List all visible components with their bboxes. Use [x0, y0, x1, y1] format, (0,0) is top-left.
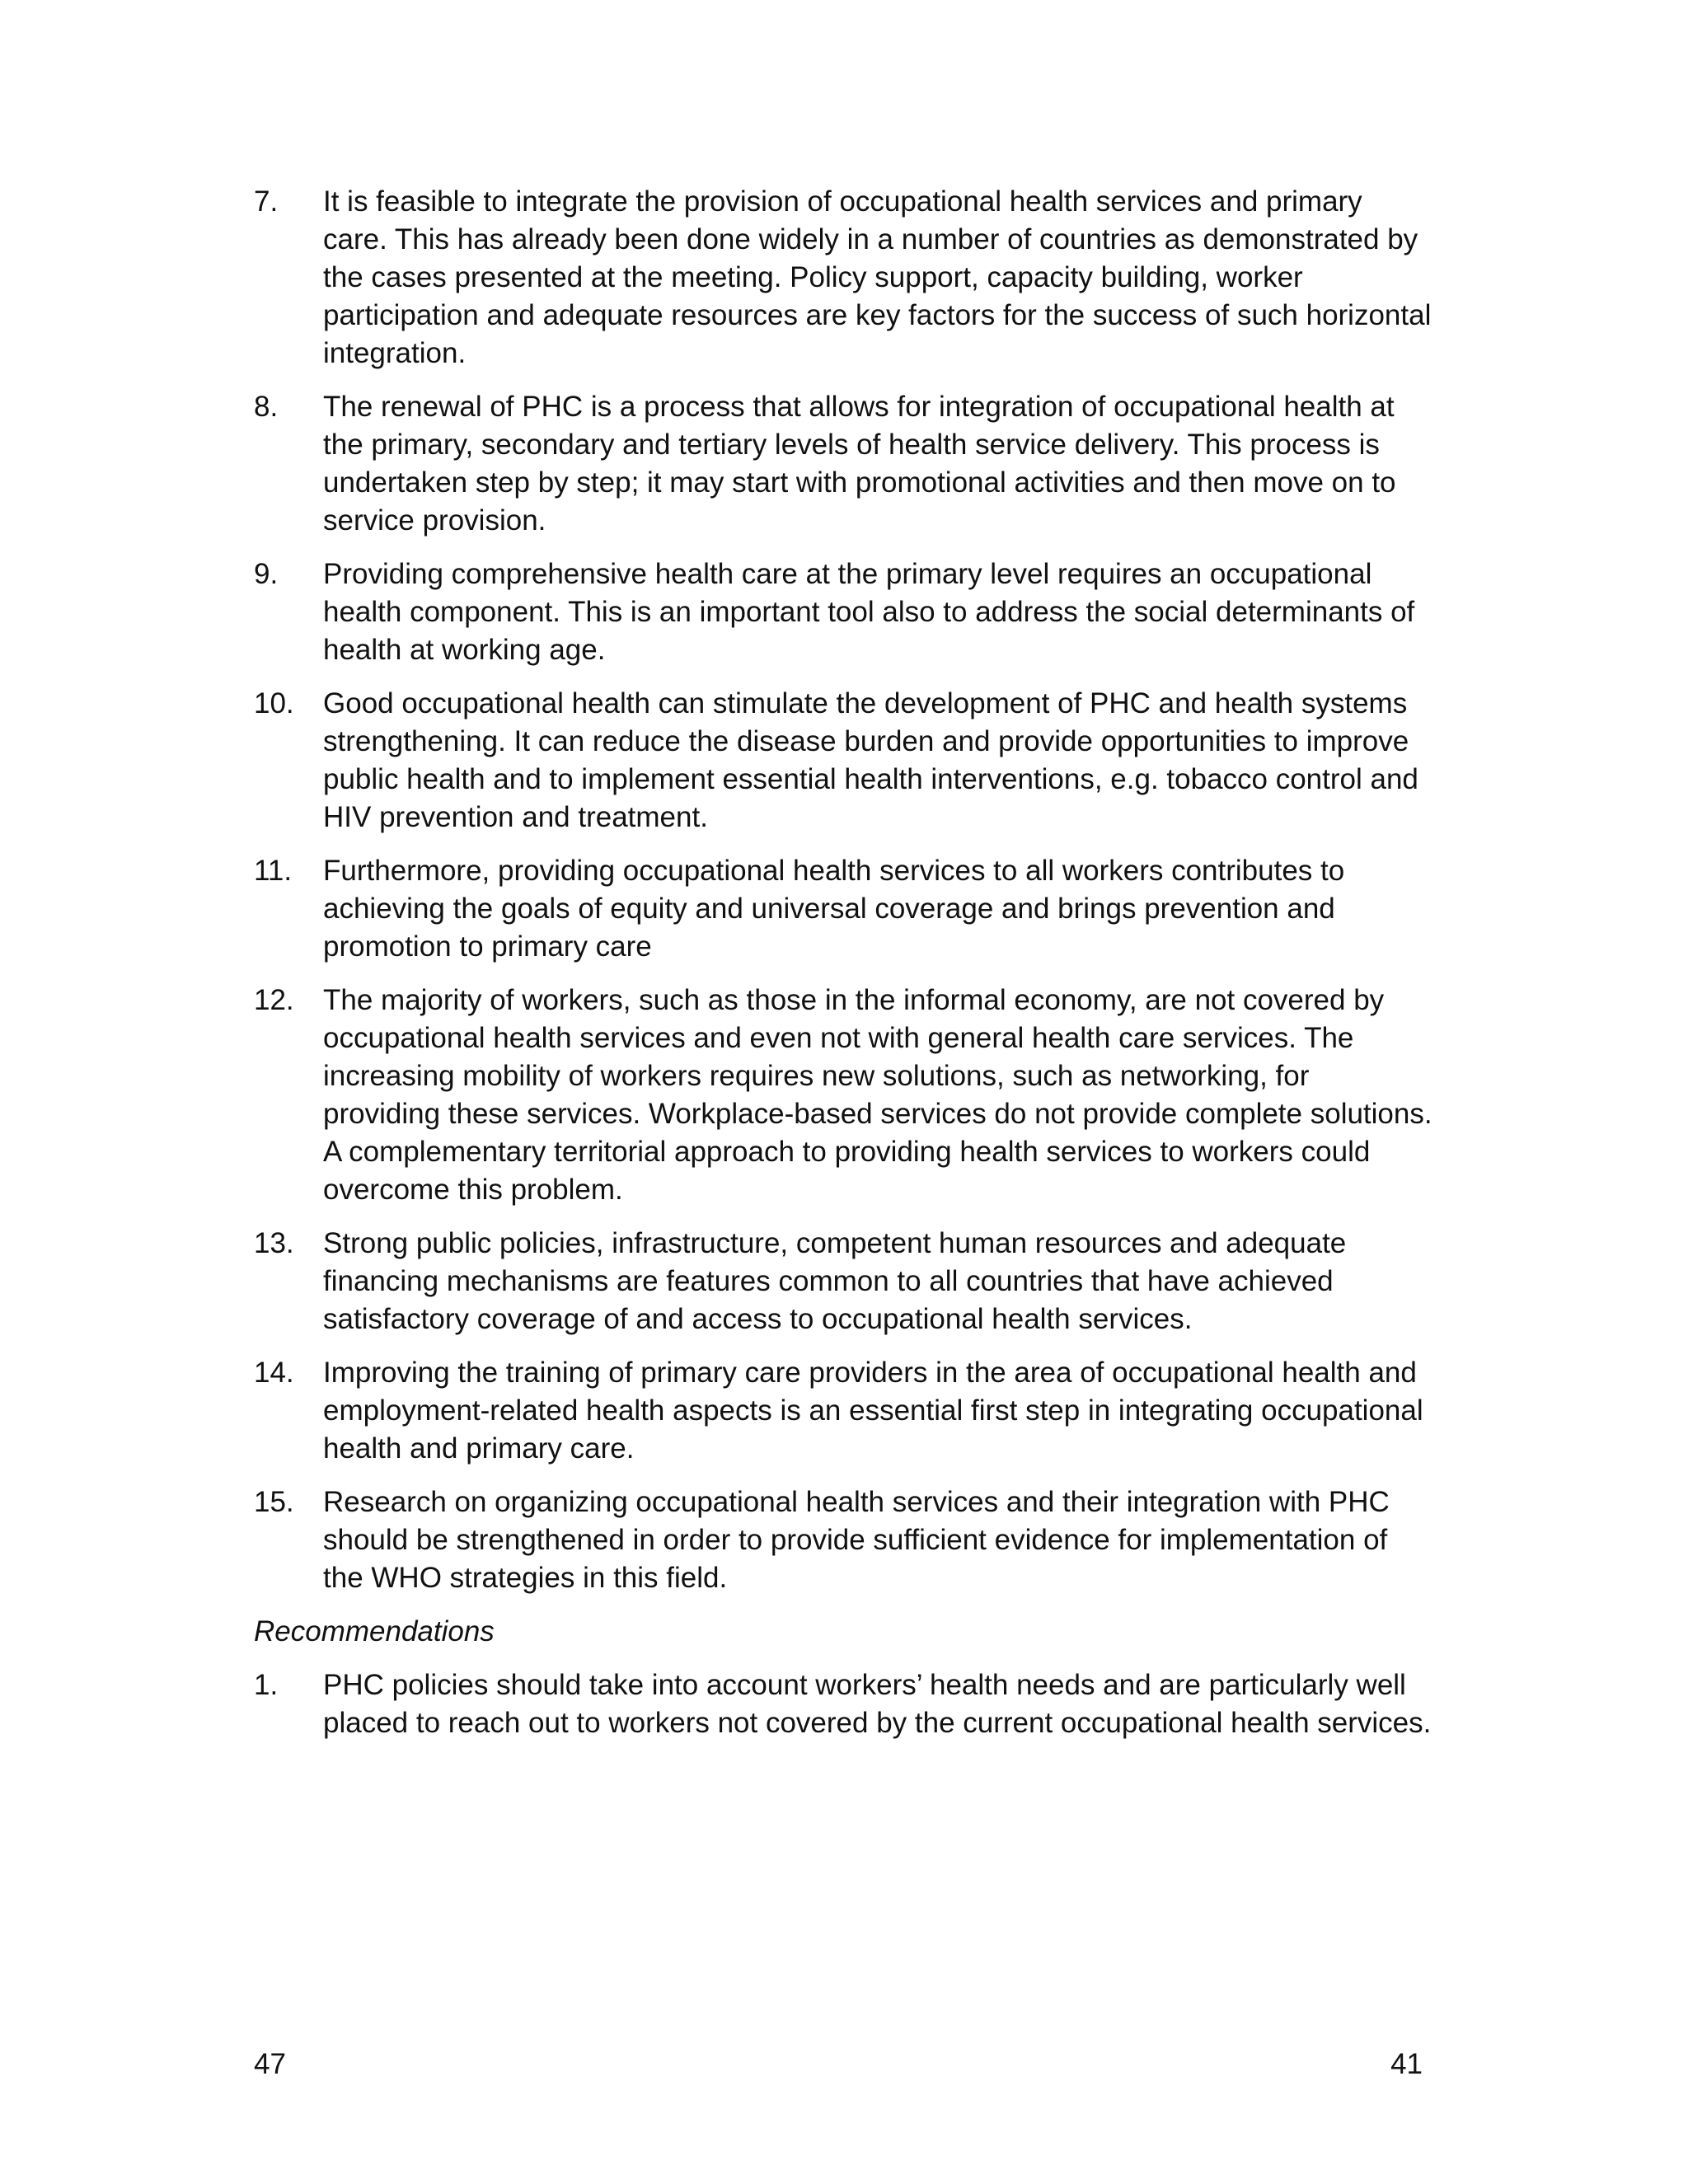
item-text: PHC policies should take into account workers’ health needs and are particularly well placed to reach out to workers not covered by the current occupational health services.	[323, 1669, 1432, 1739]
list-item	[254, 183, 1432, 373]
item-text: Good occupational health can stimulate the development of PHC and health systems strengthening. It can reduce the disease burden and provide opportunities to improve public health and to implement essential health interventions, e.g. tobacco control and HIV prevention and treatment.	[323, 687, 1418, 833]
item-text: Furthermore, providing occupational health services to all workers contributes to achieving the goals of equity and universal coverage and brings prevention and promotion to primary care	[323, 855, 1345, 963]
item-number: 10.	[254, 687, 294, 719]
item-number: 8.	[254, 391, 279, 423]
item-number: 11.	[254, 855, 293, 887]
item-text: The renewal of PHC is a process that allows for integration of occupational health at the primary, secondary and tertiary levels of health service delivery. This process is undertaken step by step; it may start with promotional activities and then move on to service provision.	[323, 391, 1396, 537]
recommendations-list	[254, 1666, 1432, 1742]
section-heading-recommendations: Recommendations	[254, 1615, 495, 1647]
item-number: 9.	[254, 558, 279, 590]
item-text: The majority of workers, such as those in the informal economy, are not covered by occupational health services and even not with general health care services. The increasing mobility of workers requires new solutions, such as networking, for providing these services. Workplace-based services do not provide complete solutions. A complementary territorial approach to providing health services to workers could overcome this problem.	[323, 984, 1432, 1206]
page-number-right: 41	[1390, 2048, 1423, 2080]
item-text: Improving the training of primary care providers in the area of occupational health and employment-related health aspects is an essential first step in integrating occupational health and primary care.	[323, 1357, 1423, 1465]
item-number: 7.	[254, 185, 279, 218]
item-text: Research on organizing occupational health services and their integration with PHC should be strengthened in order to provide sufficient evidence for implementation of the WHO strategies in this field.	[323, 1486, 1390, 1594]
list-item	[254, 555, 1432, 669]
list-item	[254, 685, 1432, 837]
page-content	[254, 183, 1432, 1758]
item-number: 13.	[254, 1227, 294, 1259]
item-number: 12.	[254, 984, 294, 1016]
list-item	[254, 388, 1432, 540]
item-number: 15.	[254, 1486, 294, 1518]
item-text: Strong public policies, infrastructure, competent human resources and adequate financing mechanisms are features common to all countries that have achieved satisfactory coverage of and access to occupational health services.	[323, 1227, 1347, 1335]
item-text: It is feasible to integrate the provision of occupational health services and primary care. This has already been done widely in a number of countries as demonstrated by the cases presented at the meeting. Policy support, capacity building, worker participation and adequate resources are key factors for the success of such horizontal integration.	[323, 185, 1432, 369]
item-number: 14.	[254, 1357, 294, 1389]
list-item	[254, 1225, 1432, 1338]
list-item	[254, 1354, 1432, 1468]
list-item	[254, 982, 1432, 1209]
findings-list	[254, 183, 1432, 1597]
list-item	[254, 852, 1432, 966]
item-text: Providing comprehensive health care at the primary level requires an occupational health component. This is an important tool also to address the social determinants of health at working age.	[323, 558, 1415, 666]
page-number-left: 47	[254, 2048, 286, 2080]
item-number: 1.	[254, 1669, 279, 1701]
list-item	[254, 1666, 1432, 1742]
list-item	[254, 1483, 1432, 1597]
